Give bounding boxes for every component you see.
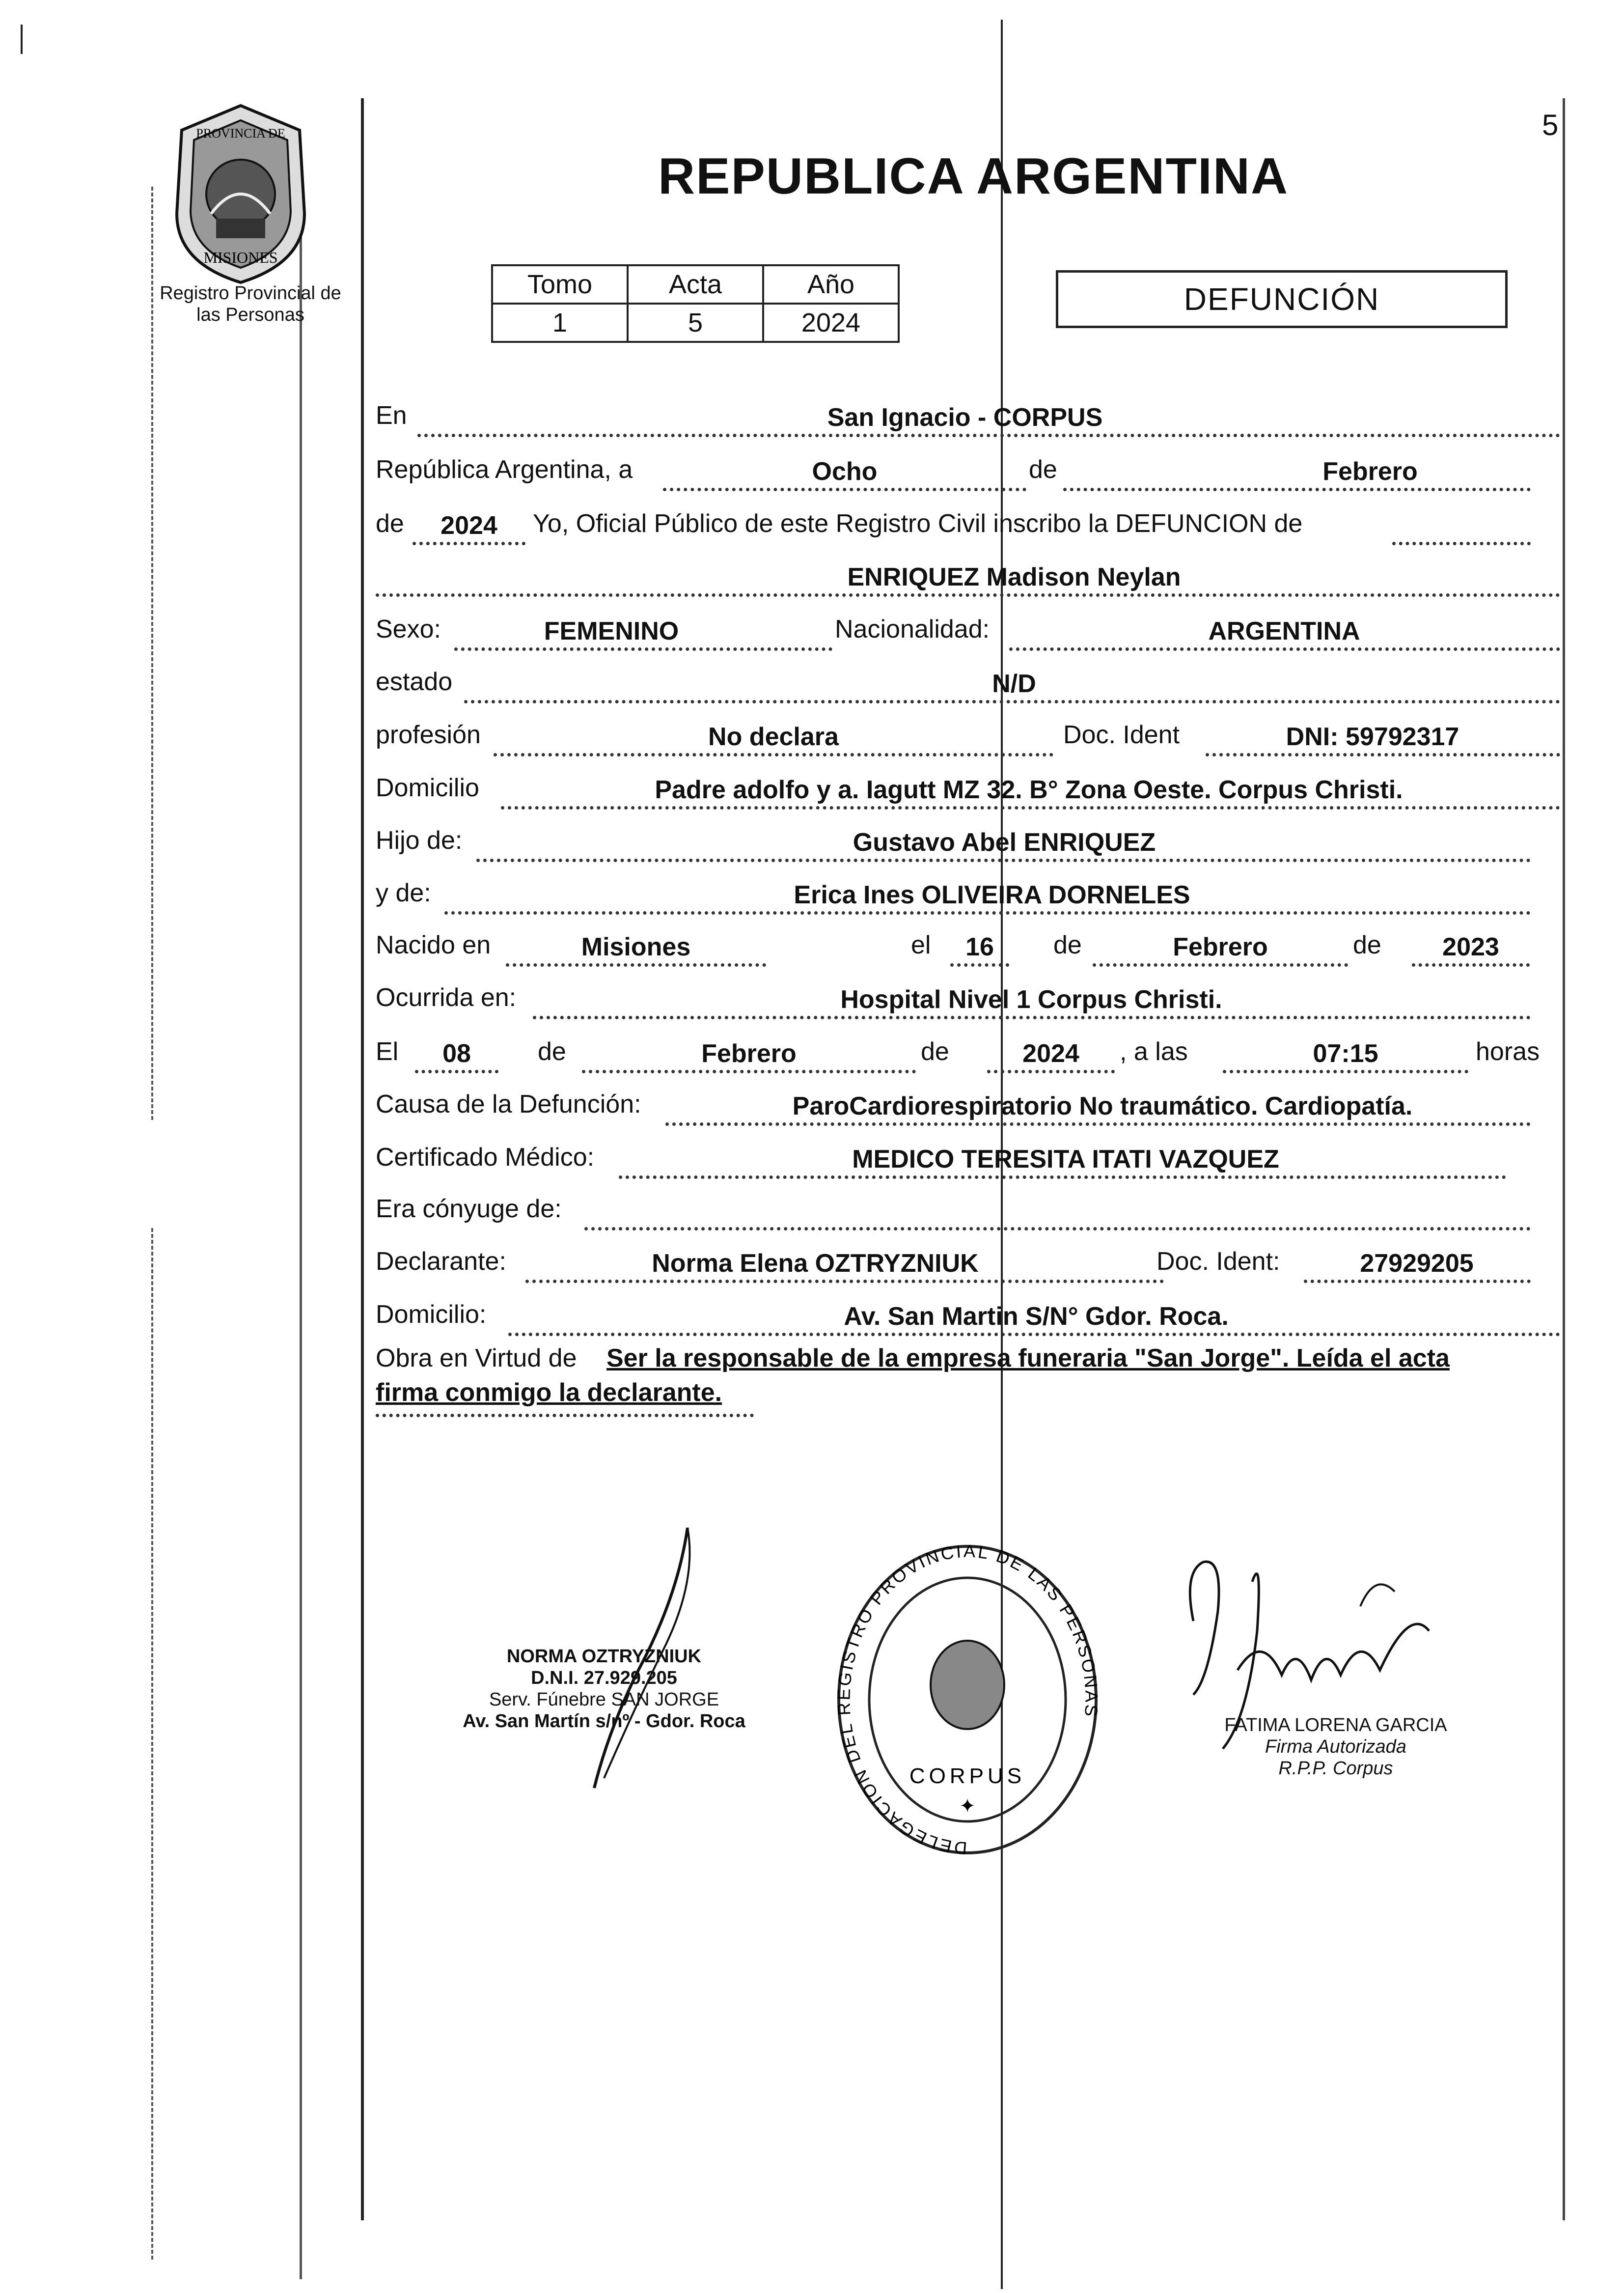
- provincia-misiones-crest-logo: [167, 101, 314, 287]
- dotted-line: [950, 963, 1009, 967]
- value-lugar-nacimiento: Misiones: [581, 933, 691, 961]
- label-obra-en-virtud: Obra en Virtud de: [376, 1344, 577, 1372]
- crest-bottom-text: MISIONES: [203, 249, 278, 266]
- value-doc-ident: DNI: 59792317: [1286, 723, 1459, 751]
- label-domicilio-declarante: Domicilio:: [376, 1300, 487, 1329]
- record-type-box: DEFUNCIÓN: [1056, 270, 1508, 328]
- value-acta: 5: [628, 304, 763, 342]
- value-day-word: Ocho: [812, 457, 878, 486]
- value-ano: 2024: [763, 304, 899, 342]
- record-reference-table: [491, 264, 900, 343]
- label-a-las: , a las: [1120, 1037, 1188, 1066]
- row-ocurrida-en: [376, 970, 1560, 1019]
- value-mes-defuncion: Febrero: [701, 1039, 797, 1068]
- row-deceased-name: [376, 548, 1560, 597]
- dotted-line: [1206, 753, 1560, 756]
- left-dashed-margin: [151, 187, 155, 1120]
- value-ano-defuncion: 2024: [1022, 1039, 1079, 1068]
- value-lugar-defuncion: Hospital Nivel 1 Corpus Christi.: [840, 985, 1222, 1014]
- dotted-line: [665, 1122, 1531, 1126]
- value-profesion: No declara: [708, 723, 839, 751]
- label-nacionalidad: Nacionalidad:: [835, 615, 990, 643]
- dotted-line: [582, 1070, 916, 1073]
- row-causa: [376, 1077, 1560, 1126]
- label-certificado: Certificado Médico:: [376, 1143, 595, 1172]
- label-ocurrida-en: Ocurrida en:: [376, 983, 517, 1012]
- value-dia-nacimiento: 16: [965, 933, 994, 961]
- label-y-de: y de:: [376, 879, 431, 907]
- label-de: de: [1053, 931, 1082, 959]
- value-dia-defuncion: 08: [442, 1039, 471, 1068]
- value-doc-ident-declarante: 27929205: [1360, 1249, 1474, 1278]
- header-acta: Acta: [628, 265, 763, 304]
- row-nacido-en: [376, 918, 1560, 967]
- seal-bottom-text: CORPUS: [909, 1764, 1026, 1788]
- label-hijo-de: Hijo de:: [376, 826, 463, 855]
- dotted-line: [987, 1070, 1115, 1073]
- dotted-line: [376, 593, 1560, 597]
- registro-line2: las Personas: [196, 305, 304, 325]
- dotted-line: [476, 859, 1531, 862]
- top-left-mark: [21, 25, 23, 54]
- stamp-oficial-cargo: Firma Autorizada: [1265, 1736, 1406, 1757]
- dotted-line: [1223, 1070, 1468, 1073]
- label-declarante: Declarante:: [376, 1247, 506, 1276]
- value-month: Febrero: [1322, 457, 1418, 486]
- label-sexo: Sexo:: [376, 615, 441, 643]
- header-tomo: Tomo: [492, 265, 628, 304]
- dotted-line: [506, 963, 766, 967]
- dotted-line: [508, 1333, 1560, 1336]
- dotted-line: [376, 1414, 754, 1417]
- dotted-line: [1392, 542, 1531, 545]
- label-de: de: [1353, 931, 1381, 959]
- row-sexo: [376, 602, 1560, 651]
- crest-top-text: PROVINCIA DE: [196, 126, 285, 140]
- label-conyuge: Era cónyuge de:: [376, 1195, 562, 1223]
- value-nacionalidad: ARGENTINA: [1208, 617, 1360, 645]
- value-obra-linea1: Ser la responsable de la empresa funeraria "San Jorge". Leída el acta: [606, 1344, 1450, 1372]
- form-right-border: [1563, 98, 1565, 2220]
- row-hijo-de: [376, 813, 1560, 862]
- dotted-line: [464, 700, 1560, 703]
- stamp-declarante-dni: D.N.I. 27.929.205: [531, 1668, 677, 1688]
- row-fecha-defuncion: [376, 1024, 1560, 1073]
- value-tomo: 1: [492, 304, 628, 342]
- value-sexo: FEMENINO: [544, 617, 679, 645]
- dotted-line: [1304, 1280, 1531, 1283]
- row-obra-en-virtud: [376, 1343, 1560, 1417]
- label-el: El: [376, 1037, 399, 1066]
- stamp-declarante-name: NORMA OZTRYZNIUK: [506, 1646, 702, 1667]
- row-yo-oficial: [376, 496, 1560, 545]
- seal-ring-text: DELEGACION DEL REGISTRO PROVINCIAL DE LAS PERSONAS: [833, 1540, 1102, 1859]
- row-conyuge: [376, 1181, 1560, 1230]
- value-year: 2024: [440, 511, 497, 540]
- text-yo-oficial: Yo, Oficial Público de este Registro Civil inscribo la DEFUNCION de: [533, 509, 1303, 538]
- delegacion-registro-seal: [830, 1538, 1105, 1867]
- dotted-line: [1009, 647, 1560, 651]
- form-left-border: [361, 98, 364, 2220]
- value-domicilio: Padre adolfo y a. Iagutt MZ 32. B° Zona Oeste. Corpus Christi.: [655, 776, 1403, 804]
- dotted-line: [1412, 963, 1530, 967]
- label-nacido-en: Nacido en: [376, 931, 491, 959]
- row-profesion: [376, 707, 1560, 756]
- stamp-oficial-name: FATIMA LORENA GARCIA: [1224, 1715, 1447, 1735]
- oficial-stamp: [1193, 1714, 1478, 1779]
- label-horas: horas: [1476, 1037, 1540, 1066]
- label-domicilio: Domicilio: [376, 774, 479, 802]
- declarante-stamp: [452, 1646, 756, 1732]
- value-madre: Erica Ines OLIVEIRA DORNELES: [794, 881, 1190, 909]
- label-causa: Causa de la Defunción:: [376, 1090, 641, 1119]
- row-y-de: [376, 866, 1560, 915]
- value-en: San Ignacio - CORPUS: [827, 403, 1103, 432]
- registro-provincial-caption: [147, 282, 354, 326]
- row-domicilio-declarante: [376, 1287, 1560, 1336]
- row-domicilio: [376, 760, 1560, 810]
- value-domicilio-declarante: Av. San Martin S/N° Gdor. Roca.: [844, 1302, 1229, 1331]
- value-hora-defuncion: 07:15: [1313, 1039, 1378, 1068]
- value-obra-linea2: firma conmigo la declarante.: [376, 1378, 722, 1407]
- value-ano-nacimiento: 2023: [1442, 933, 1499, 961]
- label-doc-ident-declarante: Doc. Ident:: [1156, 1247, 1280, 1276]
- dotted-line: [454, 647, 832, 651]
- row-republica: [376, 442, 1560, 491]
- row-declarante: [376, 1234, 1560, 1283]
- label-republica: República Argentina, a: [376, 455, 633, 484]
- dotted-line: [1063, 488, 1531, 491]
- row-estado: [376, 654, 1560, 703]
- label-de-year: de: [376, 509, 404, 538]
- label-el: el: [911, 931, 931, 959]
- dotted-line: [663, 488, 1026, 491]
- label-de: de: [1029, 455, 1057, 484]
- dotted-line: [525, 1280, 1164, 1283]
- dotted-line: [584, 1227, 1531, 1230]
- stamp-declarante-domicilio: Av. San Martín s/nº - Gdor. Roca: [463, 1711, 745, 1732]
- stamp-oficial-oficina: R.P.P. Corpus: [1278, 1758, 1393, 1779]
- registro-line1: Registro Provincial de: [160, 283, 341, 304]
- label-doc-ident: Doc. Ident: [1063, 721, 1180, 749]
- dotted-line: [444, 911, 1531, 915]
- value-causa: ParoCardiorespiratorio No traumático. Cardiopatía.: [792, 1092, 1413, 1120]
- label-profesion: profesión: [376, 721, 481, 749]
- page-number: 5: [1542, 109, 1559, 141]
- label-de: de: [921, 1037, 949, 1066]
- label-estado: estado: [376, 668, 453, 696]
- dotted-line: [533, 1016, 1531, 1019]
- value-declarante: Norma Elena OZTRYZNIUK: [652, 1249, 979, 1278]
- dotted-line: [494, 753, 1053, 756]
- dotted-line: [413, 542, 525, 545]
- registro-vertical-rule: [300, 187, 302, 2279]
- row-en: [376, 388, 1560, 437]
- value-estado: N/D: [992, 670, 1036, 698]
- value-certificado: MEDICO TERESITA ITATI VAZQUEZ: [852, 1145, 1279, 1174]
- seal-star-icon: ✦: [959, 1795, 976, 1818]
- header-ano: Año: [763, 265, 899, 304]
- dotted-line: [417, 434, 1560, 437]
- row-certificado: [376, 1130, 1560, 1179]
- dotted-line: [619, 1175, 1506, 1179]
- label-en: En: [376, 401, 407, 430]
- stamp-declarante-servicio: Serv. Fúnebre SAN JORGE: [489, 1689, 719, 1710]
- left-dashed-margin-lower: [151, 1228, 155, 2260]
- value-padre: Gustavo Abel ENRIQUEZ: [853, 828, 1156, 857]
- document-title: REPUBLICA ARGENTINA: [658, 148, 1289, 205]
- label-de: de: [538, 1037, 566, 1066]
- dotted-line: [415, 1070, 498, 1073]
- dotted-line: [501, 806, 1560, 810]
- value-mes-nacimiento: Febrero: [1173, 933, 1268, 961]
- value-deceased-name: ENRIQUEZ Madison Neylan: [847, 563, 1181, 591]
- dotted-line: [1093, 963, 1348, 967]
